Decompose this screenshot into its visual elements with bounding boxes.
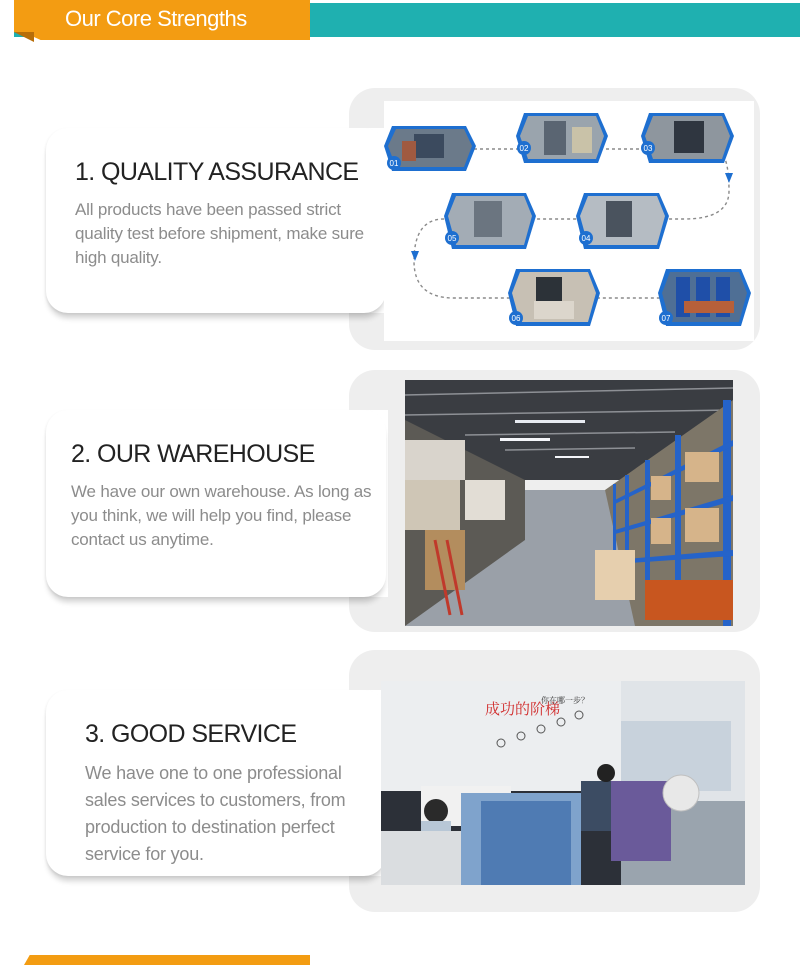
office-photo <box>381 681 745 885</box>
process-flow-graphic <box>384 101 754 341</box>
next-section-header-tab <box>24 955 310 965</box>
svg-text:06: 06 <box>511 314 521 323</box>
strength-quality-assurance <box>0 88 800 350</box>
svg-text:02: 02 <box>519 144 529 153</box>
process-step-03 <box>641 113 734 163</box>
strength-card <box>46 690 386 876</box>
wall-slogan: 成功的阶梯 <box>485 700 561 718</box>
warehouse-photo <box>405 380 733 626</box>
strength-good-service <box>0 650 800 912</box>
process-step-07 <box>658 269 751 326</box>
strength-title: 2. OUR WAREHOUSE <box>71 440 315 468</box>
strength-description: All products have been passed strict quality test before shipment, make sure high quality. <box>75 200 364 267</box>
strength-card <box>46 410 386 597</box>
header-title: Our Core Strengths <box>65 6 247 31</box>
process-step-02 <box>516 113 608 163</box>
svg-text:07: 07 <box>661 314 671 323</box>
process-step-06 <box>508 269 600 326</box>
strength-description: We have one to one professional sales services to customers, from production to destination perfect service for you. <box>85 763 346 864</box>
process-step-04 <box>576 193 669 249</box>
strength-description: We have our own warehouse. As long as you think, we will help you find, please contact us anytime. <box>71 482 372 549</box>
step-number: 01 <box>389 159 399 168</box>
strength-title: 1. QUALITY ASSURANCE <box>75 158 359 186</box>
svg-text:04: 04 <box>581 234 591 243</box>
wall-subtitle: 你在哪一步？ <box>541 696 589 705</box>
strength-our-warehouse <box>0 370 800 632</box>
strength-title: 3. GOOD SERVICE <box>85 720 297 748</box>
process-step-01 <box>384 126 476 171</box>
svg-text:03: 03 <box>643 144 653 153</box>
header-tab-fold <box>14 32 34 42</box>
process-step-05 <box>444 193 536 249</box>
strength-card <box>46 128 386 313</box>
production-process-photo <box>384 101 754 341</box>
svg-text:05: 05 <box>447 234 457 243</box>
